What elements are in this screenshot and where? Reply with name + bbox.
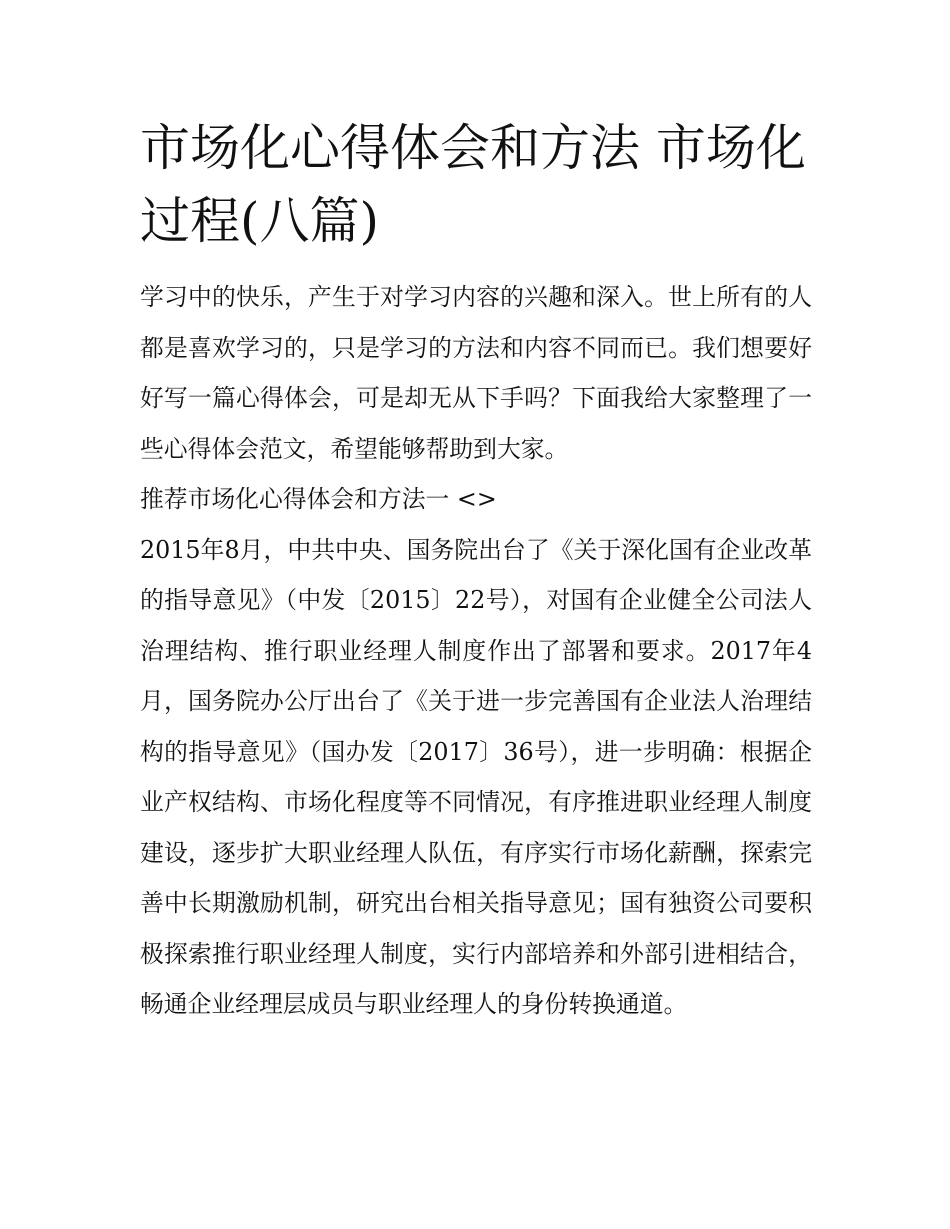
document-content xyxy=(140,112,812,1030)
intro-paragraph: 学习中的快乐，产生于对学习内容的兴趣和深入。世上所有的人都是喜欢学习的，只是学习的方法和内容不同而已。我们想要好好写一篇心得体会，可是却无从下手吗？下面我给大家整理了一些心得体会范文，希望能够帮助到大家。 xyxy=(140,283,812,463)
section-heading: 推荐市场化心得体会和方法一 <> xyxy=(140,485,497,513)
document-title: 市场化心得体会和方法 市场化过程(八篇) xyxy=(140,119,806,250)
section-body-paragraph: 2015年8月，中共中央、国务院出台了《关于深化国有企业改革的指导意见》（中发〔2015〕22号），对国有企业健全公司法人治理结构、推行职业经理人制度作出了部署和要求。2017年4月，国务院办公厅出台了《关于进一步完善国有企业法人治理结构的指导意见》（国办发〔2017〕36号），进一步明确：根据企业产权结构、市场化程度等不同情况，有序推进职业经理人制度建设，逐步扩大职业经理人队伍，有序实行市场化薪酬，探索完善中长期激励机制，研究出台相关指导意见；国有独资公司要积极探索推行职业经理人制度，实行内部培养和外部引进相结合，畅通企业经理层成员与职业经理人的身份转换通道。 xyxy=(140,535,812,1018)
